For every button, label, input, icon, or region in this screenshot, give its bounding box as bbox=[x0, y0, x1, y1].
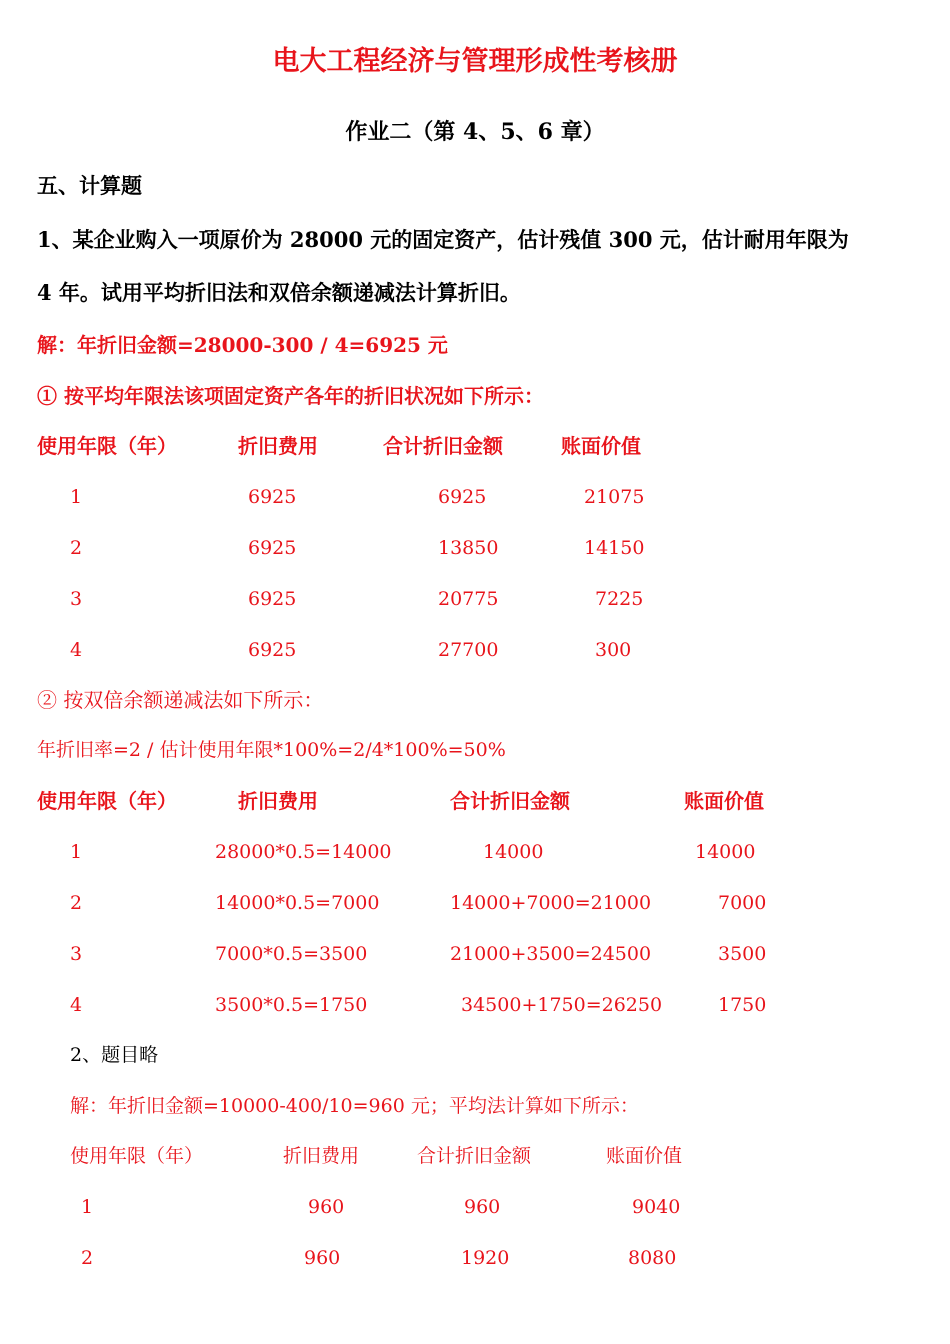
table-1-cell: 4 bbox=[70, 639, 83, 661]
table-1-cell: 14150 bbox=[584, 537, 645, 559]
question-2-answer: 解：年折旧金额=10000-400/10=960 元；平均法计算如下所示： bbox=[70, 1095, 639, 1117]
table-1-cell: 13850 bbox=[438, 537, 499, 559]
document-title: 电大工程经济与管理形成性考核册 bbox=[272, 46, 678, 77]
table-1-cell: 6925 bbox=[248, 639, 297, 661]
depreciation-rate: 年折旧率=2 / 估计使用年限*100%=2/4*100%=50% bbox=[37, 739, 506, 761]
table-2-cell: 7000*0.5=3500 bbox=[215, 943, 368, 965]
table-1-cell: 6925 bbox=[248, 588, 297, 610]
table-2-header-accumulated: 合计折旧金额 bbox=[450, 789, 570, 813]
table-2-cell: 14000 bbox=[695, 841, 756, 863]
table-1-cell: 3 bbox=[70, 588, 83, 610]
table-2-cell: 21000+3500=24500 bbox=[450, 943, 652, 965]
table-1-header-accumulated: 合计折旧金额 bbox=[383, 434, 503, 458]
table-3-cell: 9040 bbox=[632, 1196, 681, 1218]
section-heading: 五、计算题 bbox=[37, 173, 142, 198]
table-1-cell: 1 bbox=[70, 486, 83, 508]
table-3-cell: 2 bbox=[81, 1247, 94, 1269]
method-1-heading: ① 按平均年限法该项固定资产各年的折旧状况如下所示： bbox=[37, 384, 544, 408]
table-3-cell: 960 bbox=[464, 1196, 501, 1218]
table-1-cell: 2 bbox=[70, 537, 83, 559]
table-2-cell: 7000 bbox=[718, 892, 767, 914]
table-1-header-years: 使用年限（年） bbox=[37, 434, 177, 458]
table-2-cell: 4 bbox=[70, 994, 83, 1016]
table-1-cell: 6925 bbox=[438, 486, 487, 508]
table-2-header-book-value: 账面价值 bbox=[684, 789, 764, 813]
table-1-cell: 6925 bbox=[248, 486, 297, 508]
question-1-line-1: 1、某企业购入一项原价为 28000 元的固定资产，估计残值 300 元，估计耐用年限为 bbox=[37, 227, 849, 252]
table-3-cell: 8080 bbox=[628, 1247, 677, 1269]
table-1-header-expense: 折旧费用 bbox=[238, 434, 318, 458]
question-1-answer: 解：年折旧金额=28000-300 / 4=6925 元 bbox=[37, 333, 448, 357]
table-1-cell: 20775 bbox=[438, 588, 499, 610]
table-2-cell: 34500+1750=26250 bbox=[461, 994, 663, 1016]
table-1-cell: 6925 bbox=[248, 537, 297, 559]
method-2-heading: ② 按双倍余额递减法如下所示： bbox=[37, 688, 324, 712]
table-1-cell: 300 bbox=[595, 639, 632, 661]
table-2-cell: 1750 bbox=[718, 994, 767, 1016]
table-1-header-book-value: 账面价值 bbox=[561, 434, 641, 458]
question-2-heading: 2、题目略 bbox=[70, 1044, 159, 1066]
table-2-header-expense: 折旧费用 bbox=[238, 789, 318, 813]
assignment-subtitle: 作业二（第 4、5、6 章） bbox=[345, 119, 605, 145]
table-3-cell: 960 bbox=[304, 1247, 341, 1269]
table-2-cell: 2 bbox=[70, 892, 83, 914]
table-1-cell: 27700 bbox=[438, 639, 499, 661]
table-3-header-years: 使用年限（年） bbox=[70, 1145, 204, 1167]
table-3-cell: 960 bbox=[308, 1196, 345, 1218]
table-2-header-years: 使用年限（年） bbox=[37, 789, 177, 813]
table-2-cell: 1 bbox=[70, 841, 83, 863]
table-2-cell: 14000*0.5=7000 bbox=[215, 892, 380, 914]
table-3-header-book-value: 账面价值 bbox=[606, 1145, 683, 1167]
table-2-cell: 3500 bbox=[718, 943, 767, 965]
question-1-line-2: 4 年。试用平均折旧法和双倍余额递减法计算折旧。 bbox=[37, 280, 521, 305]
table-1-cell: 21075 bbox=[584, 486, 645, 508]
table-2-cell: 14000+7000=21000 bbox=[450, 892, 652, 914]
table-2-cell: 3500*0.5=1750 bbox=[215, 994, 368, 1016]
table-2-cell: 14000 bbox=[483, 841, 544, 863]
table-2-cell: 3 bbox=[70, 943, 83, 965]
table-3-cell: 1920 bbox=[461, 1247, 510, 1269]
table-3-header-accumulated: 合计折旧金额 bbox=[417, 1145, 532, 1167]
table-2-cell: 28000*0.5=14000 bbox=[215, 841, 392, 863]
table-3-cell: 1 bbox=[81, 1196, 94, 1218]
table-1-cell: 7225 bbox=[595, 588, 644, 610]
table-3-header-expense: 折旧费用 bbox=[283, 1145, 360, 1167]
